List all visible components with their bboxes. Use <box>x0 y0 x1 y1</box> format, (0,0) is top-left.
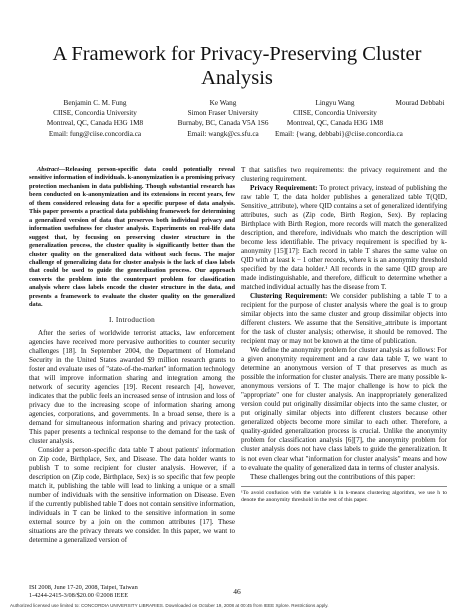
abstract-text: —Releasing person-specific data could potentially reveal sensitive information of individuals. k-anonymization is a promising privacy protection mechanism in data publishing. Though substantial research has been conducted on k-anonymization and its extensions in recent years, few of them considered releasing data for a specific purpose of data analysis. This paper presents a practical data publishing framework for determining a generalized version of data that preserves both individual privacy and information usefulness for cluster analysis. Experiments on real-life data suggest that, by focusing on preserving cluster structure in the generalization process, the cluster quality is significantly better than the cluster quality on the generalized data without such focus. The major challenge of generalizing data for cluster analysis is the lack of class labels that could be used to guide the generalization process. Our approach converts the problem into the counterpart problem for classification analysis where class labels encode the cluster structure in the data, and presents a framework to evaluate the cluster quality on the generalized data. <box>29 166 235 309</box>
conference-line: ISI 2008, June 17-20, 2008, Taipei, Taiwan <box>29 584 138 591</box>
authorized-use-notice: Authorized licensed use limited to: CONCORDIA UNIVERSITY LIBRARIES. Downloaded on October 19, 2008 at 00:45 from IEEE Xplore. Restrictions apply. <box>10 603 329 608</box>
author-1 <box>35 98 155 139</box>
isbn-line: 1-4244-2415-3/08/$20.00 ©2008 IEEE <box>29 592 129 599</box>
paper-title <box>0 42 474 90</box>
author-email: Email: fung@ciise.concordia.ca <box>48 129 142 138</box>
title-line-2: Analysis <box>201 67 273 89</box>
author-block <box>0 98 474 150</box>
clustering-requirement-paragraph <box>241 292 447 346</box>
author-email: Email: {wang, debbabi}@ciise.concordia.ca <box>275 129 403 138</box>
privacy-requirement-paragraph <box>241 184 447 292</box>
author-address: Montreal, QC, Canada H3G 1M8 <box>286 119 384 128</box>
abstract-lead: Abstract <box>37 166 59 173</box>
author-name: Lingyu Wang <box>315 99 355 107</box>
author-4 <box>385 98 455 108</box>
author-2 <box>163 98 283 139</box>
author-affiliation: CIISE, Concordia University <box>293 109 377 118</box>
left-column <box>29 166 235 545</box>
requirements-paragraph: T that satisfies two requirements: the privacy requirement and the clustering requirement. <box>241 166 447 184</box>
privacy-requirement-label: Privacy Requirement: <box>250 184 318 193</box>
author-address: Montreal, QC, Canada H3G 1M8 <box>46 119 144 128</box>
right-column <box>241 166 447 504</box>
author-name: Ke Wang <box>209 99 237 107</box>
clustering-requirement-text: We consider publishing a table T to a recipient for the purpose of cluster analysis where the goal is to group similar objects into the same cluster and group dissimilar objects into different clusters. We assume that the Sensitive_attribute is important for the task of cluster analysis; otherwise, it should be removed. The recipient may or may not be known at the time of publication. <box>241 292 447 346</box>
intro-paragraph-2: Consider a person-specific data table T about patients' information on Zip code, Birthplace, Sex, and Disease. The data holder wants to publish T to some recipient for cluster analysis. However, if a description on (Zip code, Birthplace, Sex) is so specific that few people match it, publishing the table will lead to linking a unique or a small number of individuals with the sensitive information on Disease. Even if the currently published table T does not contain sensitive information, individuals in T can be linked to the sensitive information in some external source by a join on the common attributes [17]. These situations are the privacy threats we consider. In this paper, we want to determine a generalized version of <box>29 445 235 545</box>
page-number: 46 <box>233 587 241 596</box>
problem-definition-paragraph: We define the anonymity problem for cluster analysis as follows: For a given anonymity requirement and a raw data table T, we want to determine an anonymous version of T that preserves as much as possible the information for cluster analysis. There are many possible k-anonymous versions of T. The major challenge is how to pick the "appropriate" one for cluster analysis. An inappropriately generalized version could put originally dissimilar objects into the same cluster, or put originally similar objects into different clusters because other generalized objects become more similar to each other. Therefore, a quality-guided generalization process is crucial. Unlike the anonymity problem for classification analysis [6][7], the anonymity problem for cluster analysis does not have class labels to guide the generalization. It is not even clear what "information for cluster analysis" means and how to evaluate the quality of generalized data in terms of cluster analysis. <box>241 346 447 472</box>
intro-paragraph-1: After the series of worldwide terrorist attacks, law enforcement agencies have received more pervasive authorities to counter security challenges [18]. In September 2004, the Department of Homeland Security in the United States awarded $9 million research grants to foster and evaluate uses of "state-of-the-market" information technology that will improve information sharing and integration among the network of security agencies [19]. Recent research [4], however, indicates that the public feels an increased sense of intrusion and loss of privacy due to the increasing scope of information sharing among agencies, corporations, and governments. In a broad sense, there is a demand for simultaneous information sharing and privacy protection. This paper presents a technical response to the demand for the task of cluster analysis. <box>29 328 235 445</box>
author-3 <box>275 98 403 139</box>
abstract <box>29 166 235 310</box>
author-affiliation: Simon Fraser University <box>187 109 259 118</box>
clustering-requirement-label: Clustering Requirement: <box>250 292 328 301</box>
footnote: ¹To avoid confusion with the variable k in k-means clustering algorithm, we use h to denote the anonymity threshold in the rest of this paper. <box>241 486 447 505</box>
author-name: Benjamin C. M. Fung <box>63 99 127 107</box>
author-name: Mourad Debbabi <box>395 99 445 107</box>
author-affiliation: CIISE, Concordia University <box>53 109 137 118</box>
author-email: Email: wangk@cs.sfu.ca <box>187 129 259 138</box>
title-line-1: A Framework for Privacy-Preserving Cluster <box>52 43 422 65</box>
section-heading-introduction: I. Introduction <box>108 315 156 324</box>
privacy-requirement-text: To protect privacy, instead of publishing the raw table T, the data holder publishes a generalized table T(QID, Sensitive_attribute), where QID contains a set of generalized identifying attributes, such as (Zip code, Birth Region, Sex). By replacing Birthplace with Birth Region, more records will match the generalized description, and therefore, individuals who match the description will become less identifiable. The privacy requirement is specified by k-anonymity [15][17]: Each record in table T shares the same value on QID with at least k − 1 other records, where k is an anonymity threshold specified by the data holder.¹ All records in the same QID group are made indistinguishable, and therefore, difficult to determine whether a matched individual actually has the disease from T. <box>241 184 447 292</box>
author-address: Burnaby, BC, Canada V5A 1S6 <box>177 119 269 128</box>
contributions-paragraph: These challenges bring out the contributions of this paper: <box>250 472 416 481</box>
